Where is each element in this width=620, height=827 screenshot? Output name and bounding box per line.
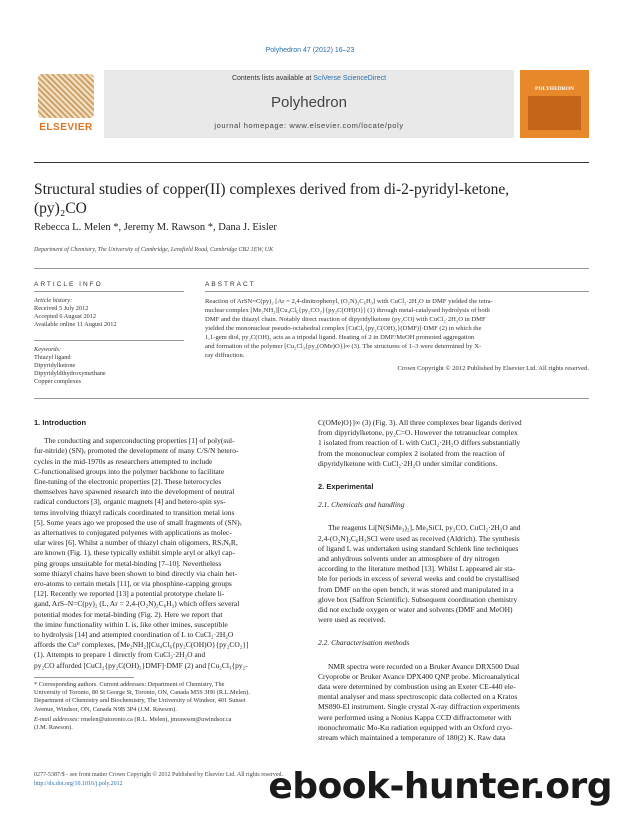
body-line: (1). Attempts to prepare 1 directly from CuCl₂·2H₂O and (34, 650, 206, 660)
journal-name[interactable]: Polyhedron (271, 94, 347, 111)
keyword[interactable]: Copper complexes (34, 378, 82, 385)
body-line: according to the literature method [13]. Whilst L appeared air sta- (318, 564, 516, 574)
footnote-rule (34, 677, 134, 678)
footnote-line: University of Toronto, 80 St George St, Toronto, ON, Canada M5S 3H6 (R.L.Melen). (34, 689, 250, 697)
keyword[interactable]: Dipyridyldihydroxymethane (34, 370, 106, 377)
abstract-copyright: Crown Copyright © 2012 Published by Elsevier Ltd. All rights reserved. (397, 365, 589, 372)
email-addresses[interactable]: rmelen@utoronto.ca (R.L. Melen), jmrawson@uwindsor.ca (79, 715, 232, 723)
body-line: monochromatic Mo-Kα radiation equipped with an Oxford cryo- (318, 722, 513, 732)
body-line: dipyridylketone with CuCl₂·2H₂O under similar conditions. (318, 458, 498, 468)
body-line: the imine functionality within L is, like other imines, susceptible (34, 619, 228, 629)
cover-image (528, 96, 581, 130)
divider (34, 268, 589, 269)
body-line: C(OMe)O}]∞ (3) (Fig. 3). All three complexes bear ligands derived (318, 418, 522, 427)
abstract-line: DMF and the thiazyl chain. Notably direct reaction of dipyridylketone (py₂CO) with CuCl₂·2H₂O in DMF (205, 316, 486, 323)
title-line: Structural studies of copper(II) complexes derived from di-2-pyridyl-ketone, (34, 181, 510, 198)
body-line: data were determined by combustion using an Exeter CE-440 ele- (318, 682, 516, 692)
article-title (34, 180, 589, 218)
history-item: Received 5 July 2012 (34, 305, 89, 312)
body-line: The reagents Li[N(SiMe₃)₂], Me₃SiCl, py₂CO, CuCl₂·2H₂O and (328, 523, 521, 533)
journal-citation[interactable]: Polyhedron 47 (2012) 16–23 (265, 47, 355, 54)
body-line: ero-atoms to certain metals [11], or via phosphine-capping groups (34, 579, 232, 589)
body-line: and anhydrous solvents under an atmosphere of dry nitrogen (318, 554, 500, 564)
body-line: MS890-EI instrument. Single crystal X-ray diffraction experiments (318, 702, 520, 712)
contents-prefix: Contents lists available at (231, 75, 314, 82)
left-column (34, 418, 300, 671)
body-line: tems involving thiazyl radicals coordinated to transition metal ions (34, 507, 235, 517)
abstract-text (205, 297, 589, 373)
masthead-center (104, 70, 514, 138)
body-line: from dipyridylketone, py₂C=O. However the tetranuclear complex (318, 428, 518, 438)
body-line: fur-nitride) (SN)ₓ promoted the development of many C/S/N hetero- (34, 446, 239, 456)
body-line: The conducting and superconducting properties [1] of poly(sul- (44, 436, 235, 446)
body-line: from the mononuclear complex 2 isolated from the reaction of (318, 448, 505, 458)
footnote-line: * Corresponding authors. Current addresses: Department of Chemistry, The (34, 681, 225, 688)
footnote-line: Department of Chemistry and Biochemistry, The University of Windsor, 401 Sunset (34, 697, 246, 705)
body-line: are known (Fig. 1), these typically exhibit simple aryl or alkyl cap- (34, 548, 235, 558)
subsection-heading: 2.1. Chemicals and handling (318, 500, 405, 510)
section-heading: 1. Introduction (34, 418, 87, 427)
header-rule (34, 162, 589, 163)
body-line: were used as received. (318, 615, 386, 625)
journal-cover-thumbnail[interactable] (520, 70, 589, 138)
body-line: fine-tuning of the electronic properties [2]. These heterocycles (34, 477, 222, 487)
body-line: [5]. Some years ago we proposed the use of small fragments of (SN)ₓ (34, 517, 242, 527)
abstract-line: Reaction of ArSN=C(py)₂ [Ar = 2,4-dinitrophenyl, (O₂N)₂C₆H₃] with CuCl₂·2H₂O in DMF yielded the tetra- (205, 298, 493, 305)
article-history (34, 297, 184, 329)
article-info-heading: ARTICLE INFO (34, 281, 103, 288)
body-line: C-functionalised groups into the polymer backbone to facilitate (34, 466, 225, 476)
body-line: radical conductors [3], organic magnets [4] and hetero-spin sys- (34, 497, 226, 507)
keywords (34, 346, 184, 386)
body-line: as alternatives to conjugated polyenes with applications as molec- (34, 528, 232, 538)
divider (34, 291, 184, 292)
cover-title: POLYHEDRON (535, 86, 574, 92)
body-line: glove box (Saffron Scientific). Subsequent coordination chemistry (318, 594, 518, 604)
watermark: ebook-hunter.org (268, 766, 612, 807)
body-line: Cryoprobe or Bruker Avance DPX400 QNP probe. Microanalytical (318, 671, 520, 681)
email-label: E-mail addresses: (34, 715, 80, 723)
affiliation: Department of Chemistry, The University of Cambridge, Lensfield Road, Cambridge CB2 1EW, UK (34, 247, 274, 253)
body-line: from DMF on the open bench, it was stored and manipulated in a (318, 584, 514, 594)
right-column (318, 418, 589, 743)
masthead (34, 70, 589, 138)
body-line: ular wires [6]. Whilst a number of thiazyl chain oligomers, RSₓNᵧR, (34, 538, 238, 548)
abstract-line: yielded the mononuclear pseudo-octahedral complex [CuCl₂{py₂C(OH)₂}(DMF)]·DMF (2) in which the (205, 325, 482, 332)
tree-logo-icon (38, 74, 94, 118)
body-line: of ligand L was undertaken using standard Schlenk line techniques (318, 543, 519, 553)
history-label: Article history: (34, 297, 73, 304)
abstract-line: nuclear complex [Me₂NH₂][Cu₄Cl₆{py₂CO₂}{py₂C(OH)O}] (1) through metal-catalysed hydrolysis of both (205, 307, 490, 314)
sciencedirect-link[interactable]: SciVerse ScienceDirect (313, 75, 387, 82)
abstract-line: ray diffraction. (205, 352, 245, 359)
body-line: gand, ArS–N=C(py)₂ (L, Ar = 2,4-(O₂N)₂C₆H₃) which offers several (34, 599, 240, 609)
contents-line (104, 75, 514, 82)
abstract-line: and formation of the polymer [Cu₂Cl₃{py₂(OMe)O}]∞ (3). The structures of 1–3 were determined by X- (205, 343, 482, 350)
body-line: NMR spectra were recorded on a Bruker Avance DRX500 Dual (328, 661, 520, 671)
body-line: [12]. Recently we reported [13] a potential prototype chelate li- (34, 589, 225, 599)
body-line: cycles in the mid-1970s as researchers attempted to include (34, 456, 213, 466)
body-line: ble for periods in excess of several weeks and could be crystallised (318, 574, 519, 584)
divider (34, 398, 589, 399)
body-line: did not exclude oxygen or water and solvents (DMF and MeOH) (318, 605, 513, 615)
body-line: stream which maintained a temperature of 180(2) K. Raw data (318, 733, 506, 743)
keyword[interactable]: Thiazyl ligand (34, 354, 71, 361)
body-line: 1 isolated from reaction of L with CuCl₂·2H₂O differs substantially (318, 438, 521, 448)
issn-line: 0277-5387/$ - see front matter Crown Copyright © 2012 Published by Elsevier Ltd. All rights reserved. (34, 772, 284, 778)
elsevier-logo[interactable] (34, 70, 98, 138)
body-line: mental analyser and mass spectroscopic data collected on a Kratos (318, 692, 518, 702)
body-line: 2,4-(O₂N)₂C₆H₃SCl were used as received (Aldrich). The synthesis (318, 533, 520, 543)
body-line: to hydrolysis [14] and attempted coordination of L to CuCl₂·2H₂O (34, 630, 234, 640)
title-line: (py)₂CO (34, 200, 87, 217)
divider (34, 340, 184, 341)
body-line: ping groups unsuitable for metal-binding [7–10]. Nevertheless (34, 558, 222, 568)
abstract-heading: ABSTRACT (205, 281, 256, 288)
body-line: affords the Cuᴵᴵ complexes, [Me₂NH₂][Cu₄Cl₆{py₂C(OH)O}{py₂CO₂}] (34, 640, 249, 650)
journal-homepage[interactable]: journal homepage: www.elsevier.com/locate/poly (214, 121, 404, 130)
keywords-label: Keywords: (34, 346, 62, 353)
subsection-heading: 2.2. Characterisation methods (318, 638, 410, 648)
body-line: potential modes for metal-binding (Fig. 2). Here we report that (34, 609, 223, 619)
body-line: were performed using a Nonius Kappa CCD diffractometer with (318, 712, 512, 722)
footnote-line: (J.M. Rawson). (34, 724, 73, 732)
section-heading: 2. Experimental (318, 482, 374, 492)
authors[interactable]: Rebecca L. Melen *, Jeremy M. Rawson *, Dana J. Eisler (34, 222, 277, 233)
publisher-logo-text: ELSEVIER (39, 122, 93, 133)
divider (205, 291, 589, 292)
body-line: themselves have spawned research into the development of neutral (34, 487, 235, 497)
keyword[interactable]: Dipyridylketone (34, 362, 76, 369)
doi-link[interactable]: http://dx.doi.org/10.1016/j.poly.2012 (34, 781, 123, 787)
history-item: Available online 11 August 2012 (34, 321, 117, 328)
body-line: py₂CO afforded [CuCl₂{py₂C(OH)₂}DMF]·DMF (2) and [Cu₂Cl₃{py₂- (34, 660, 248, 670)
abstract-line: 1,1-gem diol, py₂C(OH)₂ acts as a tripodal ligand. Heating of 2 in DMF/MeOH promoted aggregation (205, 334, 475, 341)
footnote (34, 681, 300, 732)
history-item: Accepted 6 August 2012 (34, 313, 97, 320)
footnote-line: Avenue, Windsor, ON, Canada N9B 3P4 (J.M. Rawson). (34, 705, 177, 713)
body-line: some thiazyl chains have been shown to bind directly via chain het- (34, 568, 238, 578)
